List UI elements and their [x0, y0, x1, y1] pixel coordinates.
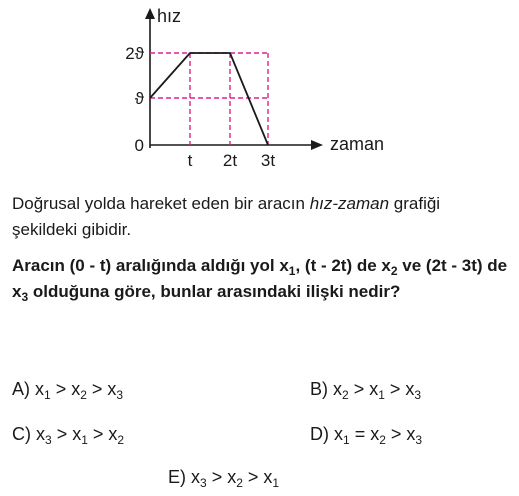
- y-axis-arrow-icon: [145, 8, 155, 19]
- x-axis-arrow-icon: [311, 140, 323, 150]
- prompt-sub-2: 2: [390, 264, 398, 278]
- option-text: x: [191, 467, 201, 487]
- option-subscript: 1: [378, 388, 385, 402]
- option-subscript: 2: [342, 388, 349, 402]
- prompt-sub-3: 3: [21, 290, 29, 304]
- y-tick-v: ϑ: [134, 89, 144, 108]
- velocity-time-graph: [0, 0, 519, 180]
- option-subscript: 2: [379, 433, 386, 447]
- question-intro: [12, 191, 508, 243]
- option-subscript: 3: [116, 388, 124, 402]
- option-letter: B): [310, 379, 334, 399]
- x-tick-t: t: [187, 151, 193, 170]
- option-text: x: [333, 379, 343, 399]
- x-axis-label: zaman: [330, 134, 385, 154]
- option-c[interactable]: [12, 423, 124, 445]
- intro-text-2: grafiği şekildeki gibidir.: [12, 194, 441, 239]
- option-letter: E): [168, 467, 192, 487]
- option-subscript: 1: [81, 433, 88, 447]
- y-tick-0: 0: [134, 136, 144, 155]
- option-text: > x: [384, 379, 415, 399]
- option-subscript: 2: [117, 433, 125, 447]
- option-e[interactable]: [168, 466, 279, 488]
- option-text: > x: [348, 379, 379, 399]
- option-subscript: 3: [45, 433, 52, 447]
- option-text: x: [334, 424, 343, 444]
- option-subscript: 3: [200, 476, 207, 490]
- option-text: > x: [51, 424, 82, 444]
- velocity-line: [150, 53, 268, 145]
- option-subscript: 1: [272, 476, 280, 490]
- y-tick-2v: 2ϑ: [125, 44, 144, 63]
- intro-italic: hız-zaman: [309, 194, 390, 213]
- option-subscript: 3: [415, 433, 423, 447]
- x-tick-3t: 3t: [260, 151, 276, 170]
- prompt-part-c: ve (2t - 3t) de x: [12, 256, 508, 301]
- option-subscript: 3: [414, 388, 422, 402]
- option-letter: C): [12, 424, 36, 444]
- prompt-part-a: Aracın (0 - t) aralığında aldığı yol x: [12, 256, 289, 275]
- option-text: > x: [385, 424, 416, 444]
- option-text: > x: [87, 424, 118, 444]
- dashed-guides: [150, 53, 268, 145]
- x-tick-2t: 2t: [222, 151, 238, 170]
- option-text: = x: [349, 424, 380, 444]
- option-subscript: 2: [236, 476, 243, 490]
- option-text: x: [36, 424, 45, 444]
- option-a[interactable]: [12, 378, 123, 400]
- option-d[interactable]: [310, 423, 422, 445]
- option-subscript: 2: [80, 388, 87, 402]
- option-subscript: 1: [343, 433, 350, 447]
- option-text: > x: [86, 379, 117, 399]
- option-letter: D): [310, 424, 334, 444]
- option-text: > x: [50, 379, 81, 399]
- intro-text-1: Doğrusal yolda hareket eden bir aracın: [12, 194, 310, 213]
- option-text: > x: [206, 467, 237, 487]
- option-subscript: 1: [44, 388, 51, 402]
- prompt-sub-1: 1: [288, 264, 296, 278]
- option-text: > x: [242, 467, 273, 487]
- y-axis-label: hız: [157, 6, 182, 26]
- question-prompt: [12, 253, 508, 305]
- option-text: x: [35, 379, 45, 399]
- option-letter: A): [12, 379, 36, 399]
- option-b[interactable]: [310, 378, 421, 400]
- prompt-part-d: olduğuna göre, bunlar arasındaki ilişki nedir?: [28, 282, 401, 301]
- prompt-part-b: , (t - 2t) de x: [295, 256, 391, 275]
